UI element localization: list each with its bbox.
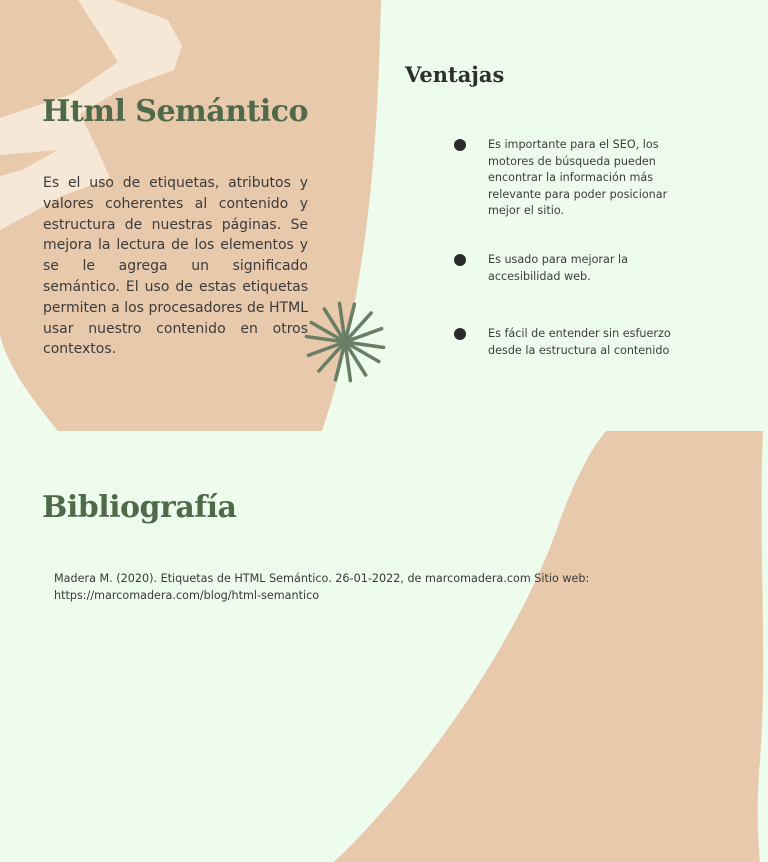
sand-blob-bottom (334, 431, 763, 862)
advantage-text: Es fácil de entender sin esfuerzo desde la estructura al contenido (488, 327, 671, 357)
ventajas-heading: Ventajas (405, 62, 505, 87)
bullet-icon (454, 328, 466, 340)
bibliography-reference: Madera M. (2020). Etiquetas de HTML Semántico. 26-01-2022, de marcomadera.com Sitio web: https://marcomadera.com/blog/html-semantico (54, 572, 590, 602)
advantage-text: Es usado para mejorar la accesibilidad web. (488, 253, 629, 283)
bullet-icon (454, 139, 466, 151)
page-title: Html Semántico (42, 94, 309, 129)
advantage-text: Es importante para el SEO, los motores de búsqueda pueden encontrar la información más relevante para poder posicionar mejor el sitio. (488, 138, 668, 218)
bullet-icon (454, 254, 466, 266)
intro-paragraph: Es el uso de etiquetas, atributos y valores coherentes al contenido y estructura de nuestras páginas. Se mejora la lectura de los elementos y se le agrega un significado semántico. El uso de estas etiquetas permiten a los procesadores de HTML usar nuestro contenido en otros contextos. (43, 175, 308, 358)
bibliografia-heading: Bibliografía (42, 490, 237, 525)
